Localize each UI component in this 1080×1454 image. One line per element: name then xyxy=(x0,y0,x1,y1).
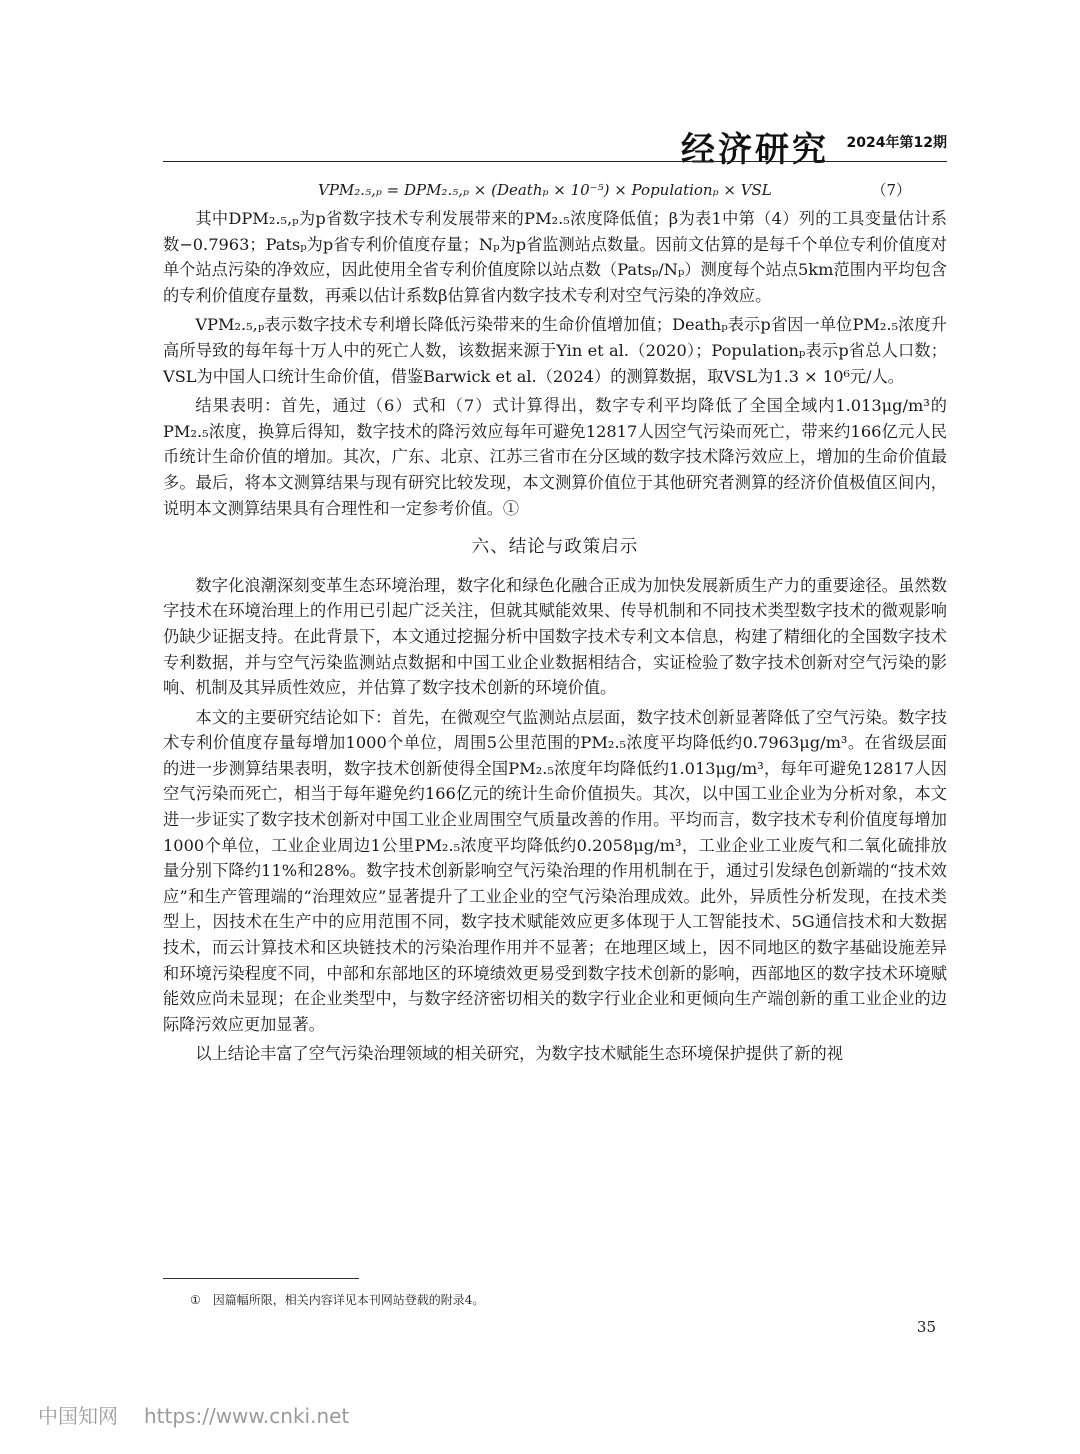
equation-7 xyxy=(163,174,947,206)
journal-logo: 经济研究 xyxy=(681,130,829,170)
header-rule xyxy=(163,161,947,162)
running-header xyxy=(163,118,947,170)
watermark-site-name: 中国知网 xyxy=(38,1404,118,1428)
footnote-text: 因篇幅所限，相关内容详见本刊网站登载的附录4。 xyxy=(212,1293,485,1307)
paragraph-contribution: 以上结论丰富了空气污染治理领域的相关研究，为数字技术赋能生态环境保护提供了新的视 xyxy=(195,1044,843,1064)
watermark xyxy=(38,1400,349,1429)
article-body xyxy=(163,174,947,1067)
watermark-url[interactable]: https://www.cnki.net xyxy=(144,1404,350,1428)
footnote-rule xyxy=(163,1278,359,1279)
paragraph-conclusion-intro: 数字化浪潮深刻变革生态环境治理，数字化和绿色化融合正成为加快发展新质生产力的重要途径。虽然数字技术在环境治理上的作用已引起广泛关注，但就其赋能效果、传导机制和不同技术类型数字技术的微观影响仍缺少证据支持。在此背景下，本文通过挖掘分析中国数字技术专利文本信息，构建了精细化的全国数字技术专利数据，并与空气污染监测站点数据和中国工业企业数据相结合，实证检验了数字技术创新对空气污染的影响、机制及其异质性效应，并估算了数字技术创新的环境价值。 xyxy=(163,575,947,698)
section-title: 六、结论与政策启示 xyxy=(471,537,639,558)
equation-number: （7） xyxy=(871,181,911,199)
issue-label: 2024年第12期 xyxy=(846,135,947,151)
footnote xyxy=(190,1291,484,1308)
paragraph-results: 结果表明：首先，通过（6）式和（7）式计算得出，数字专利平均降低了全国全域内1.013μg/m³的PM₂.₅浓度，换算后得知，数字技术的降污效应每年可避免12817人因空气污染而死亡，带来约166亿元人民币统计生命价值的增加。其次，广东、北京、江苏三省市在分区域的数字技术降污效应上，增加的生命价值最多。最后，将本文测算结果与现有研究比较发现，本文测算价值位于其他研究者测算的经济价值极值区间内，说明本文测算结果具有合理性和一定参考价值。① xyxy=(163,396,947,518)
footnote-mark: ① xyxy=(190,1293,201,1307)
paragraph-vpm-definition: VPM₂.₅,ₚ表示数字技术专利增长降低污染带来的生命价值增加值；Deathₚ表示p省因一单位PM₂.₅浓度升高所导致的每年每十万人中的死亡人数，该数据来源于Yin et al.（2020）；Populationₚ表示p省总人口数；VSL为中国人口统计生命价值，借鉴Barwick et al.（2024）的测算数据，取VSL为1.3 × 10⁶元/人。 xyxy=(163,315,947,386)
equation-formula: VPM₂.₅,ₚ = DPM₂.₅,ₚ × (Deathₚ × 10⁻⁵) × Populationₚ × VSL xyxy=(318,181,772,199)
page-number: 35 xyxy=(916,1318,936,1336)
paragraph-variable-definitions: 其中DPM₂.₅,ₚ为p省数字技术专利发展带来的PM₂.₅浓度降低值；β为表1中第（4）列的工具变量估计系数−0.7963；Patsₚ为p省专利价值度存量；Nₚ为p省监测站点数量。因前文估算的是每千个单位专利价值度对单个站点污染的净效应，因此使用全省专利价值度除以站点数（Patsₚ/Nₚ）测度每个站点5km范围内平均包含的专利价值度存量数，再乘以估计系数β估算省内数字技术专利对空气污染的净效应。 xyxy=(163,209,947,305)
paragraph-main-findings: 本文的主要研究结论如下：首先，在微观空气监测站点层面，数字技术创新显著降低了空气污染。数字技术专利价值度存量每增加1000个单位，周围5公里范围的PM₂.₅浓度平均降低约0.7963μg/m³。在省级层面的进一步测算结果表明，数字技术创新使得全国PM₂.₅浓度年均降低约1.013μg/m³，每年可避免12817人因空气污染而死亡，相当于每年避免约166亿元的统计生命价值损失。其次，以中国工业企业为分析对象，本文进一步证实了数字技术创新对中国工业企业周围空气质量改善的作用。平均而言，数字技术专利价值度每增加1000个单位，工业企业周边1公里PM₂.₅浓度平均降低约0.2058μg/m³，工业企业工业废气和二氧化硫排放量分别下降约11%和28%。数字技术创新影响空气污染治理的作用机制在于，通过引发绿色创新端的“技术效应”和生产管理端的“治理效应”显著提升了工业企业的空气污染治理成效。此外，异质性分析发现，在技术类型上，因技术在生产中的应用范围不同，数字技术赋能效应更多体现于人工智能技术、5G通信技术和大数据技术，而云计算技术和区块链技术的污染治理作用并不显著；在地理区域上，因不同地区的数字基础设施差异和环境污染程度不同，中部和东部地区的环境绩效更易受到数字技术创新的影响，西部地区的数字技术环境赋能效应尚未显现；在企业类型中，与数字经济密切相关的数字行业企业和更倾向生产端创新的重工业企业的边际降污效应更加显著。 xyxy=(163,707,947,1034)
